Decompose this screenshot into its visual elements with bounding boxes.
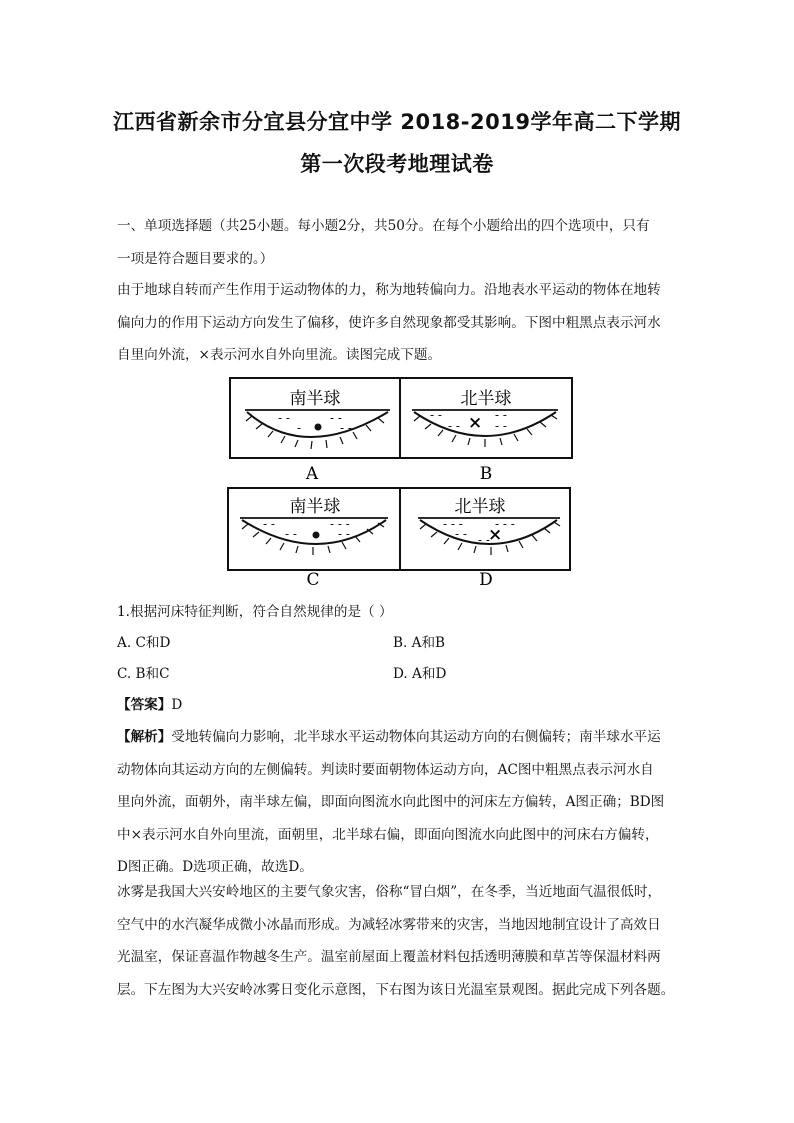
analysis-line-3: 里向外流，面朝外，南半球左偏，即面向图流水向此图中的河床左方偏转，A图正确；BD图 <box>117 794 665 810</box>
panel-c-hemisphere: 南半球 <box>289 497 341 517</box>
svg-text:- -: - - <box>278 411 290 425</box>
panel-d-hemisphere: 北半球 <box>454 497 506 517</box>
analysis-line-1 <box>117 721 677 754</box>
svg-text:- -: - - <box>263 517 275 531</box>
section-instructions <box>117 210 677 275</box>
analysis-text-1: 受地转偏向力影响，北半球水平运动物体向其运动方向的右侧偏转；南半球水平运 <box>171 729 661 745</box>
answer-line <box>117 693 182 713</box>
analysis-line-5: D图正确。D选项正确，故选D。 <box>117 859 313 875</box>
svg-text:- -: - - <box>430 408 442 422</box>
svg-text:-: - <box>297 421 302 435</box>
cross-marker: × <box>468 413 483 433</box>
dot-marker <box>313 532 320 539</box>
panel-b-hemisphere: 北半球 <box>460 389 512 409</box>
svg-text:- - -: - - - <box>330 517 350 531</box>
passage-2-paragraph <box>117 876 677 1006</box>
panel-c-letter: C <box>306 570 320 590</box>
intro-line-3: 自里向外流，×表示河水自外向里流。读图完成下题。 <box>117 347 442 363</box>
page-title-line-1: 江西省新余市分宜县分宜中学 2018-2019学年高二下学期 <box>113 110 681 134</box>
cross-marker: × <box>488 525 503 545</box>
analysis-line-4: 中×表示河水自外向里流，面朝里，北半球右偏，即面向图流水向此图中的河床右方偏转， <box>117 826 659 843</box>
analysis-line-2: 动物体向其运动方向的左侧偏转。判读时要面朝物体运动方向，AC图中粗黑点表示河水自 <box>117 761 654 778</box>
svg-text:- -: - - <box>338 527 350 541</box>
svg-text:- -: - - <box>285 527 297 541</box>
panel-c <box>228 488 400 590</box>
answer-label: 【答案】 <box>117 697 172 713</box>
analysis-label: 【解析】 <box>117 729 172 745</box>
analysis-paragraph <box>117 721 677 884</box>
svg-text:- - -: - - - <box>495 517 515 531</box>
option-a: A. C和D <box>117 635 171 651</box>
svg-text:- -: - - <box>340 421 352 435</box>
section-line-2: 一项是符合题目要求的。） <box>117 250 274 267</box>
panel-b-letter: B <box>479 464 493 484</box>
option-c: C. B和C <box>117 666 170 682</box>
riverbed-figure <box>0 372 794 592</box>
passage-2-line-1: 冰雾是我国大兴安岭地区的主要气象灾害，俗称“冒白烟”，在冬季，当近地面气温很低时， <box>117 884 662 900</box>
answer-value: D <box>171 697 183 713</box>
svg-text:- -: - - <box>330 411 342 425</box>
page-title-line-2: 第一次段考地理试卷 <box>300 152 494 176</box>
panel-a <box>230 378 400 484</box>
question-1-stem: 1.根据河床特征判断，符合自然规律的是（ ） <box>117 604 393 620</box>
panel-b <box>400 378 572 484</box>
option-d: D. A和D <box>393 666 447 682</box>
panel-d-letter: D <box>479 570 493 590</box>
panel-a-letter: A <box>305 464 319 484</box>
svg-text:- - -: - - - <box>443 517 463 531</box>
svg-text:- -: - - <box>448 419 460 433</box>
svg-text:- -: - - <box>495 408 507 422</box>
panel-a-hemisphere: 南半球 <box>289 389 341 409</box>
intro-line-2: 偏向力的作用下运动方向发生了偏移，使许多自然现象都受其影响。下图中粗黑点表示河水 <box>117 314 661 331</box>
intro-paragraph <box>117 274 677 372</box>
passage-2-line-4: 层。下左图为大兴安岭冰雾日变化示意图，下右图为该日光温室景观图。据此完成下列各题。 <box>117 981 675 998</box>
svg-text:- -: - - <box>478 533 490 547</box>
panel-d <box>400 488 570 590</box>
svg-text:- -: - - <box>495 419 507 433</box>
svg-text:- -: - - <box>455 527 467 541</box>
passage-2-line-2: 空气中的水汽凝华成微小冰晶而形成。为减轻冰雾带来的灾害，当地因地制宜设计了高效日 <box>117 916 661 933</box>
section-line-1: 一、单项选择题（共25小题。每小题2分，共50分。在每个小题给出的四个选项中，只有 <box>117 218 650 234</box>
dot-marker <box>315 424 322 431</box>
intro-line-1: 由于地球自转而产生作用于运动物体的力，称为地转偏向力。沿地表水平运动的物体在地转 <box>117 282 661 298</box>
option-b: B. A和B <box>393 635 446 651</box>
passage-2-line-3: 光温室，保证喜温作物越冬生产。温室前屋面上覆盖材料包括透明薄膜和草苫等保温材料两 <box>117 949 661 965</box>
